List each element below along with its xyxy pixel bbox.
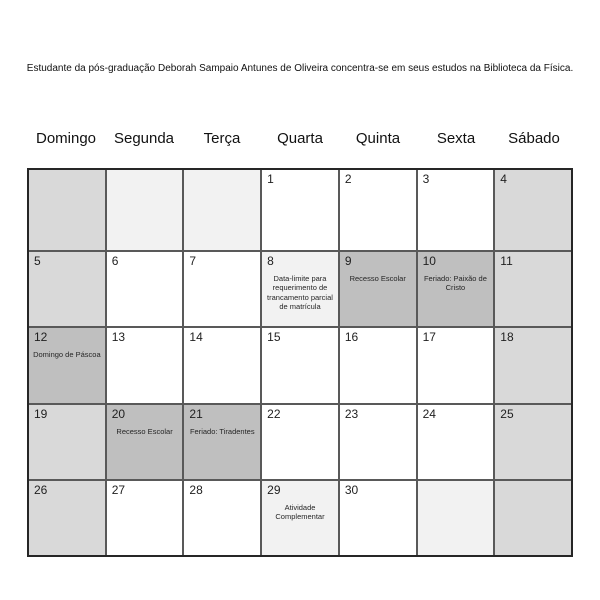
- day-note: Recesso Escolar: [116, 426, 173, 436]
- day-note: Feriado: Tiradentes: [189, 426, 255, 436]
- calendar-cell-27: [107, 481, 183, 555]
- calendar-cell-empty: [107, 170, 183, 250]
- calendar-cell-7: [184, 252, 260, 326]
- day-number: 17: [422, 330, 436, 345]
- calendar-cell-26: [29, 481, 105, 555]
- day-number: 2: [344, 172, 352, 186]
- day-number: [184, 170, 260, 172]
- day-number: 7: [189, 254, 197, 268]
- calendar-cell-12: [29, 328, 105, 402]
- calendar-cell-18: [495, 328, 571, 402]
- day-number: [107, 170, 183, 172]
- day-number: 11: [500, 254, 513, 268]
- calendar-cell-19: [29, 405, 105, 479]
- calendar-cell-22: [262, 405, 338, 479]
- calendar-cell-23: [340, 405, 416, 479]
- day-number: 6: [111, 254, 119, 268]
- weekday-header-sexta: Sexta: [436, 130, 476, 147]
- day-note: Atividade Complementar: [275, 502, 325, 522]
- weekday-header-row: [27, 130, 573, 147]
- calendar-cell-empty: [495, 481, 571, 555]
- calendar-cell-6: [107, 252, 183, 326]
- calendar-cell-5: [29, 252, 105, 326]
- day-number: 5: [34, 254, 41, 268]
- calendar-cell-14: [184, 328, 260, 402]
- day-number: 18: [500, 330, 514, 345]
- day-note: Recesso Escolar: [349, 274, 406, 283]
- calendar-cell-8: [262, 252, 338, 326]
- day-number: 23: [344, 406, 359, 421]
- calendar-cell-9: [340, 252, 416, 326]
- day-number: [418, 481, 494, 483]
- calendar-cell-16: [340, 328, 416, 402]
- day-number: 30: [344, 482, 359, 497]
- day-number: 16: [344, 330, 359, 345]
- calendar-cell-21: [184, 405, 260, 479]
- day-number: 9: [344, 254, 352, 268]
- calendar-cell-15: [262, 328, 338, 402]
- day-number: 25: [500, 406, 514, 421]
- calendar-cell-empty: [418, 481, 494, 555]
- day-number: 15: [267, 330, 281, 345]
- day-number: 12: [34, 330, 48, 345]
- calendar-cell-28: [184, 481, 260, 555]
- day-number: 29: [267, 482, 281, 497]
- calendar-cell-25: [495, 405, 571, 479]
- calendar-cell-20: [107, 405, 183, 479]
- weekday-header-terca: Terça: [203, 130, 241, 147]
- day-number: 10: [422, 254, 436, 268]
- caption-text: Estudante da pós-graduação Deborah Sampaio Antunes de Oliveira concentra-se em seus estudos na Biblioteca da Física.: [26, 63, 574, 74]
- day-number: 20: [111, 406, 126, 421]
- calendar-cell-30: [340, 481, 416, 555]
- calendar-cell-10: [418, 252, 494, 326]
- day-number: 26: [34, 482, 48, 497]
- calendar-cell-2: [340, 170, 416, 250]
- day-number: 1: [267, 172, 274, 186]
- day-number: [29, 170, 105, 172]
- day-number: [495, 481, 571, 483]
- day-number: 19: [34, 406, 48, 421]
- day-number: 3: [422, 172, 430, 186]
- calendar-grid: [27, 168, 573, 557]
- day-number: 13: [111, 330, 126, 345]
- calendar-cell-17: [418, 328, 494, 402]
- day-note: Data-limite para requerimento de trancamento parcial de matrícula: [267, 274, 333, 312]
- weekday-header-segunda: Segunda: [113, 130, 175, 147]
- calendar-cell-24: [418, 405, 494, 479]
- weekday-header-sabado: Sábado: [508, 130, 560, 147]
- calendar-cell-empty: [29, 170, 105, 250]
- day-number: 4: [500, 172, 507, 186]
- day-number: 8: [267, 254, 274, 268]
- weekday-header-quarta: Quarta: [277, 130, 323, 147]
- calendar-cell-29: [262, 481, 338, 555]
- calendar-cell-4: [495, 170, 571, 250]
- calendar-cell-empty: [184, 170, 260, 250]
- day-note: Feriado: Paixão de Cristo: [423, 274, 487, 293]
- calendar-cell-13: [107, 328, 183, 402]
- calendar-cell-11: [495, 252, 571, 326]
- weekday-header-domingo: Domingo: [35, 130, 97, 147]
- day-number: 28: [189, 482, 203, 497]
- day-note: Domingo de Páscoa: [33, 350, 101, 360]
- weekday-header-quinta: Quinta: [355, 130, 401, 147]
- day-number: 27: [111, 482, 126, 497]
- calendar-cell-1: [262, 170, 338, 250]
- day-number: 22: [267, 406, 281, 421]
- day-number: 24: [422, 406, 436, 421]
- calendar-cell-3: [418, 170, 494, 250]
- day-number: 21: [189, 406, 203, 421]
- day-number: 14: [189, 330, 203, 345]
